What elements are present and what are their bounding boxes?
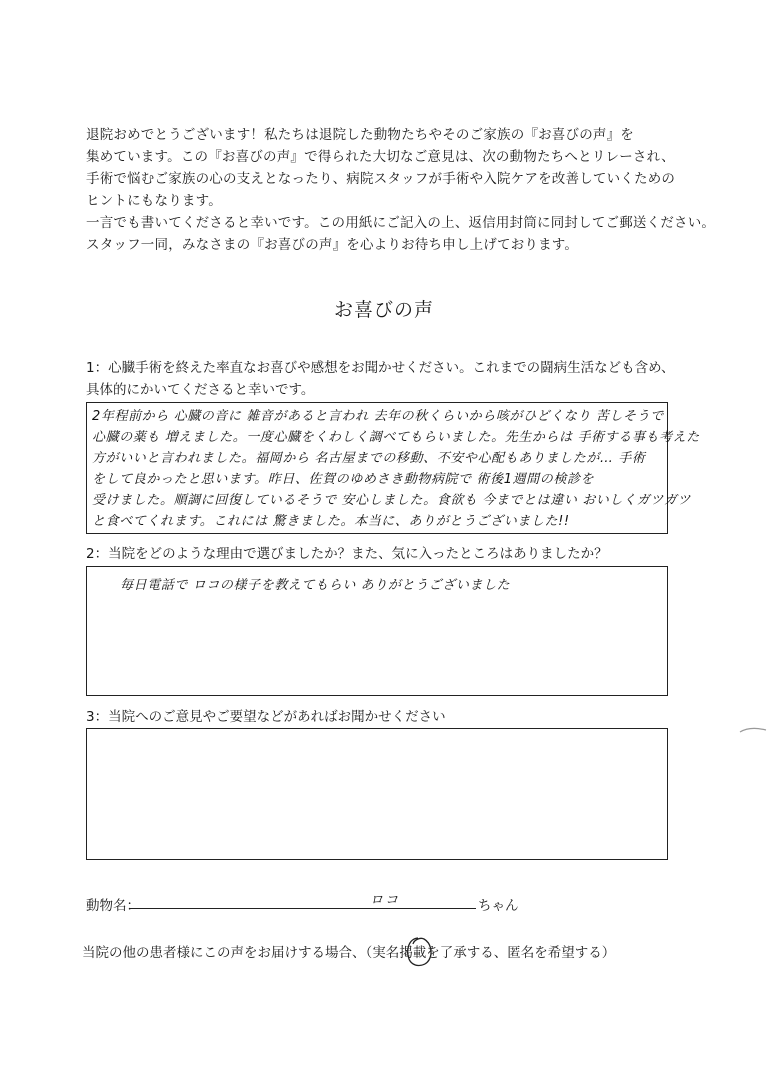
intro-line: スタッフ一同，みなさまの『お喜びの声』を心よりお待ち申し上げております。 <box>86 237 579 253</box>
intro-line: 手術で悩むご家族の心の支えとなったり、病院スタッフが手術や入院ケアを改善していくための <box>86 171 676 187</box>
pet-name-underline <box>130 908 476 909</box>
answer-1-line: 方がいいと言われました。福岡から 名古屋までの移動、不安や心配もありましたが… 手術 <box>92 451 646 466</box>
pet-name-suffix: ちゃん <box>478 898 519 914</box>
answer-1-line: 心臓の薬も 増えました。一度心臓をくわしく調べてもらいました。先生からは 手術する事も考えた <box>92 430 700 445</box>
answer-2-text: 毎日電話で ロコの様子を教えてもらい ありがとうございました <box>120 578 511 593</box>
intro-line: 集めています。この『お喜びの声』で得られた大切なご意見は、次の動物たちへとリレーされ、 <box>86 149 675 165</box>
question-1-label: 1：心臓手術を終えた率直なお喜びや感想をお聞かせください。これまでの闘病生活なども含め、 <box>86 360 675 376</box>
answer-1-line: 2年程前から 心臓の音に 雑音があると言われ 去年の秋くらいから咳がひどくなり 苦しそうで <box>92 409 664 424</box>
answer-1-text <box>92 406 700 532</box>
question-2-label: 2：当院をどのような理由で選びましたか？また、気に入ったところはありましたか？ <box>86 546 608 562</box>
consent-question: 当院の他の患者様にこの声をお届けする場合、（実名掲載を了承する、匿名を希望する） <box>82 945 616 961</box>
answer-1-line: をして良かったと思います。昨日、佐賀のゆめさき動物病院で 術後1週間の検診を <box>92 472 595 487</box>
pet-name-field[interactable]: ロコ <box>370 893 401 908</box>
pet-name-label: 動物名： <box>86 898 140 914</box>
intro-line: ヒントにもなります。 <box>86 193 222 209</box>
answer-1-line: 受けました。順調に回復しているそうで 安心しました。食欲も 今までとは違い おいしくガツガツ <box>92 493 691 508</box>
intro-line: 一言でも書いてくださると幸いです。この用紙にご記入の上、返信用封筒に同封してご郵送ください。 <box>86 215 716 231</box>
answer-3-box[interactable] <box>86 728 668 860</box>
intro-text <box>86 124 726 256</box>
question-1-label-cont: 具体的にかいてくださると幸いです。 <box>86 382 315 398</box>
edge-mark-icon <box>738 724 768 736</box>
intro-line: 退院おめでとうございます！私たちは退院した動物たちやそのご家族の『お喜びの声』を <box>86 127 634 143</box>
page-title: お喜びの声 <box>333 299 434 321</box>
answer-1-line: と食べてくれます。これには 驚きました。本当に、ありがとうございました!! <box>92 514 570 529</box>
consent-circle-mark-icon[interactable] <box>404 935 434 969</box>
question-3-label: 3：当院へのご意見やご要望などがあればお聞かせください <box>86 709 446 725</box>
